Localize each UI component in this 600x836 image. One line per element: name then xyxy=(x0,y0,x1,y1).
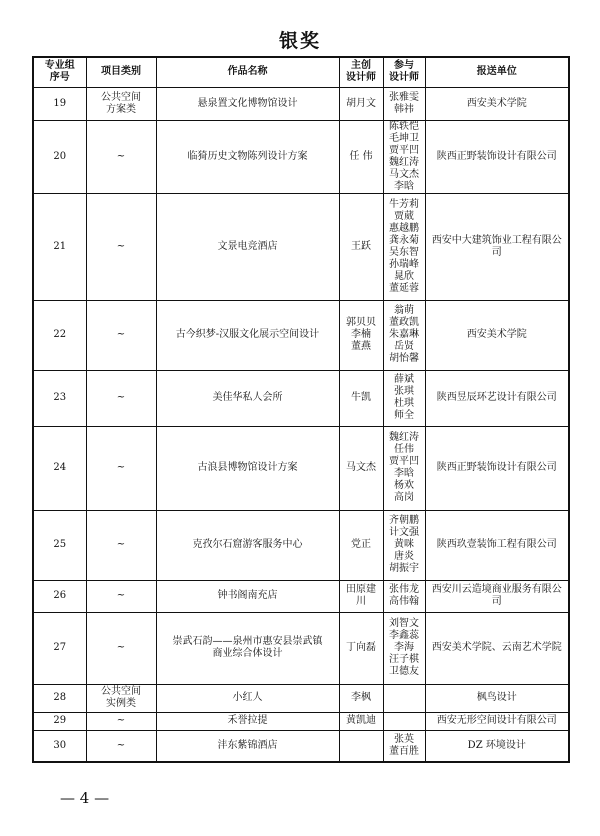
cell-work: 古浪县博物馆设计方案 xyxy=(156,426,339,510)
header-row xyxy=(33,57,569,87)
table-row xyxy=(33,87,569,120)
cell-no: 25 xyxy=(33,510,86,580)
cell-unit: 西安美术学院 xyxy=(425,300,569,370)
table-row xyxy=(33,193,569,300)
page-title: 银奖 xyxy=(278,30,321,52)
cell-participants: 刘智文 李鑫蕊 李海 汪子棋 卫德友 xyxy=(383,612,425,684)
cell-category: ~ xyxy=(86,193,156,300)
cell-no: 27 xyxy=(33,612,86,684)
cell-designer: 胡月文 xyxy=(339,87,383,120)
cell-work: 文景电竞酒店 xyxy=(156,193,339,300)
cell-no: 23 xyxy=(33,370,86,426)
cell-work: 小红人 xyxy=(156,684,339,712)
cell-category: 公共空间 方案类 xyxy=(86,87,156,120)
header-unit: 报送单位 xyxy=(425,57,569,87)
award-table xyxy=(32,56,570,763)
cell-unit: 西安美术学院、云南艺术学院 xyxy=(425,612,569,684)
cell-designer: 李枫 xyxy=(339,684,383,712)
cell-no: 21 xyxy=(33,193,86,300)
cell-designer: 马文杰 xyxy=(339,426,383,510)
header-designer: 主创 设计师 xyxy=(339,57,383,87)
cell-participants: 翁萌 董政凯 朱嘉琳 岳贤 胡怡馨 xyxy=(383,300,425,370)
table-row xyxy=(33,300,569,370)
cell-unit: 西安无形空间设计有限公司 xyxy=(425,712,569,730)
cell-work: 临猗历史文物陈列设计方案 xyxy=(156,120,339,193)
header-participants: 参与 设计师 xyxy=(383,57,425,87)
table-row xyxy=(33,730,569,762)
header-no: 专业组 序号 xyxy=(33,57,86,87)
cell-category: ~ xyxy=(86,120,156,193)
cell-participants xyxy=(383,684,425,712)
cell-unit: 枫鸟设计 xyxy=(425,684,569,712)
table-row xyxy=(33,370,569,426)
cell-designer xyxy=(339,730,383,762)
table-row xyxy=(33,712,569,730)
table-row xyxy=(33,510,569,580)
cell-participants: 张英 董百胜 xyxy=(383,730,425,762)
table-header xyxy=(33,57,569,87)
cell-no: 20 xyxy=(33,120,86,193)
cell-participants xyxy=(383,712,425,730)
cell-unit: 陕西昱辰环艺设计有限公司 xyxy=(425,370,569,426)
cell-work: 克孜尔石窟游客服务中心 xyxy=(156,510,339,580)
cell-designer: 牛凯 xyxy=(339,370,383,426)
cell-work: 悬泉置文化博物馆设计 xyxy=(156,87,339,120)
table-row xyxy=(33,580,569,612)
cell-unit: 陕西正野装饰设计有限公司 xyxy=(425,426,569,510)
header-work: 作品名称 xyxy=(156,57,339,87)
table-row xyxy=(33,426,569,510)
page-number: — 4 — xyxy=(60,789,110,807)
cell-no: 24 xyxy=(33,426,86,510)
cell-participants: 张伟龙 高伟翰 xyxy=(383,580,425,612)
cell-category: ~ xyxy=(86,712,156,730)
header-category: 项目类别 xyxy=(86,57,156,87)
cell-category: ~ xyxy=(86,612,156,684)
cell-work: 崇武石韵——泉州市惠安县崇武镇 商业综合体设计 xyxy=(156,612,339,684)
cell-designer: 田原建 川 xyxy=(339,580,383,612)
cell-participants: 齐朝鹏 计文强 黄咪 唐炎 胡振宇 xyxy=(383,510,425,580)
cell-category: ~ xyxy=(86,510,156,580)
cell-work: 美佳华私人会所 xyxy=(156,370,339,426)
table-row xyxy=(33,612,569,684)
cell-participants: 魏红涛 任伟 贾平凹 李晗 杨欢 高岗 xyxy=(383,426,425,510)
cell-category: ~ xyxy=(86,300,156,370)
cell-no: 29 xyxy=(33,712,86,730)
cell-unit: DZ 环境设计 xyxy=(425,730,569,762)
cell-designer: 任 伟 xyxy=(339,120,383,193)
cell-no: 28 xyxy=(33,684,86,712)
cell-category: 公共空间 实例类 xyxy=(86,684,156,712)
cell-designer: 党正 xyxy=(339,510,383,580)
cell-unit: 西安中大建筑饰业工程有限公司 xyxy=(425,193,569,300)
cell-unit: 西安川云造境商业服务有限公司 xyxy=(425,580,569,612)
cell-category: ~ xyxy=(86,426,156,510)
cell-no: 19 xyxy=(33,87,86,120)
cell-participants: 牛芳莉 贾葳 惠越鹏 龚永菊 吴东智 孙瑞峰 晁欣 董延蓉 xyxy=(383,193,425,300)
cell-unit: 陕西正野装饰设计有限公司 xyxy=(425,120,569,193)
cell-no: 22 xyxy=(33,300,86,370)
table-body xyxy=(33,87,569,762)
table-row xyxy=(33,684,569,712)
cell-designer: 王跃 xyxy=(339,193,383,300)
cell-designer: 郭贝贝 李楠 董燕 xyxy=(339,300,383,370)
cell-unit: 陕西玖壹装饰工程有限公司 xyxy=(425,510,569,580)
cell-unit: 西安美术学院 xyxy=(425,87,569,120)
cell-participants: 陈轶恺 毛坤卫 贾平凹 魏红涛 马文杰 李晗 xyxy=(383,120,425,193)
cell-participants: 张雅雯 韩祎 xyxy=(383,87,425,120)
table-row xyxy=(33,120,569,193)
cell-designer: 黄凯迪 xyxy=(339,712,383,730)
cell-work: 古今织梦-汉服文化展示空间设计 xyxy=(156,300,339,370)
cell-work: 沣东紫锦酒店 xyxy=(156,730,339,762)
cell-participants: 薛斌 张琪 杜琪 师全 xyxy=(383,370,425,426)
cell-work: 钟书阁南充店 xyxy=(156,580,339,612)
cell-category: ~ xyxy=(86,580,156,612)
cell-no: 30 xyxy=(33,730,86,762)
cell-category: ~ xyxy=(86,370,156,426)
cell-work: 禾誉拉提 xyxy=(156,712,339,730)
cell-category: ~ xyxy=(86,730,156,762)
cell-no: 26 xyxy=(33,580,86,612)
cell-designer: 丁向磊 xyxy=(339,612,383,684)
